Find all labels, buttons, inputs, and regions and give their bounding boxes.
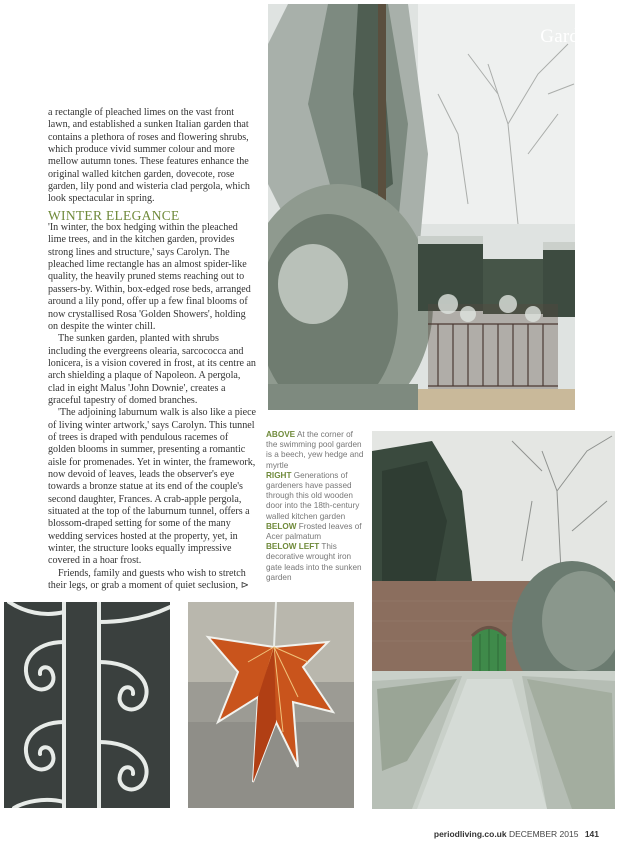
paragraph: 'The adjoining laburnum walk is also like a piece of living winter artwork,' says Carolyn. This tunnel of trees is draped with pendulous racemes of golden blooms in summer, presenting a romantic aisle for promenades. Yet in winter, the framework, now devoid of leaves, leads the observer's eye towards a bronze statue at its end of the couple's second daughter, Frances. A crab-apple pergola, situated at the top of the laburnum tunnel, offers a blossom-draped setting for some of the many wedding services hosted at the property, yet, in winter, the structure looks equally impressive covered in a hoar frost. [48, 407, 257, 567]
photo-frosted-acer-leaf [188, 602, 354, 808]
caption-label: BELOW [266, 521, 297, 531]
paragraph: Friends, family and guests who wish to stretch their legs, or grab a moment of quiet seclusion, ⊳ [48, 567, 250, 592]
photo-captions [266, 430, 366, 583]
caption-text: Frosted leaves of Acer palmatum [266, 521, 362, 542]
caption-text: Generations of gardeners have passed through this old wooden door into the 18th-century walled kitchen garden [266, 470, 360, 521]
caption-above [266, 430, 366, 471]
caption-label: RIGHT [266, 470, 292, 480]
caption-below-left [266, 542, 366, 583]
caption-text: At the corner of the swimming pool garden is a beech, yew hedge and myrtle [266, 430, 364, 470]
photo-walled-kitchen-garden [372, 431, 615, 809]
paragraph: a rectangle of pleached limes on the vast front lawn, and established a sunken Italian garden that contains a plethora of roses and flowering shrubs, which produce vivid summer colour and more mellow autumn tones. These features enhance the original walled kitchen garden, dovecote, rose garden, lily pond and wisteria clad pergola, which look spectacular in spring. [48, 107, 250, 205]
caption-label: ABOVE [266, 430, 296, 439]
page-number: 141 [584, 829, 599, 839]
caption-below [266, 522, 366, 542]
section-label: Gardens [540, 26, 605, 47]
caption-text: This decorative wrought iron gate leads into the sunken garden [266, 542, 362, 582]
footer-site: periodliving.co.uk [433, 829, 507, 839]
caption-label: BELOW LEFT [266, 542, 320, 552]
caption-right [266, 471, 366, 522]
photo-frosted-pool-garden [268, 4, 575, 410]
page-footer [434, 829, 599, 839]
section-heading: WINTER ELEGANCE [48, 207, 180, 223]
paragraph: The sunken garden, planted with shrubs including the evergreens olearia, sarcococca and lonicera, is a vision covered in frost, at its centre an arch shielding a plaque of Napoleon. A pergola, clad in eight Malus 'John Downie', creates a graceful tapestry of domed branches. [48, 333, 256, 406]
article-body [48, 107, 258, 592]
photo-wrought-iron-gate [4, 602, 170, 808]
footer-date: DECEMBER 2015 [508, 829, 579, 839]
paragraph: 'In winter, the box hedging within the pleached lime trees, and in the kitchen garden, provides strong lines and structure,' says Carolyn. The pleached lime rectangle has an almost spider-like quality, the heavily pruned stems reaching out to passers-by. Within, box-edged rose beds, arranged around a lily pond, offer up a few final blooms of now crystallised Rosa 'Golden Showers', holding on despite the winter chill. [48, 222, 251, 332]
